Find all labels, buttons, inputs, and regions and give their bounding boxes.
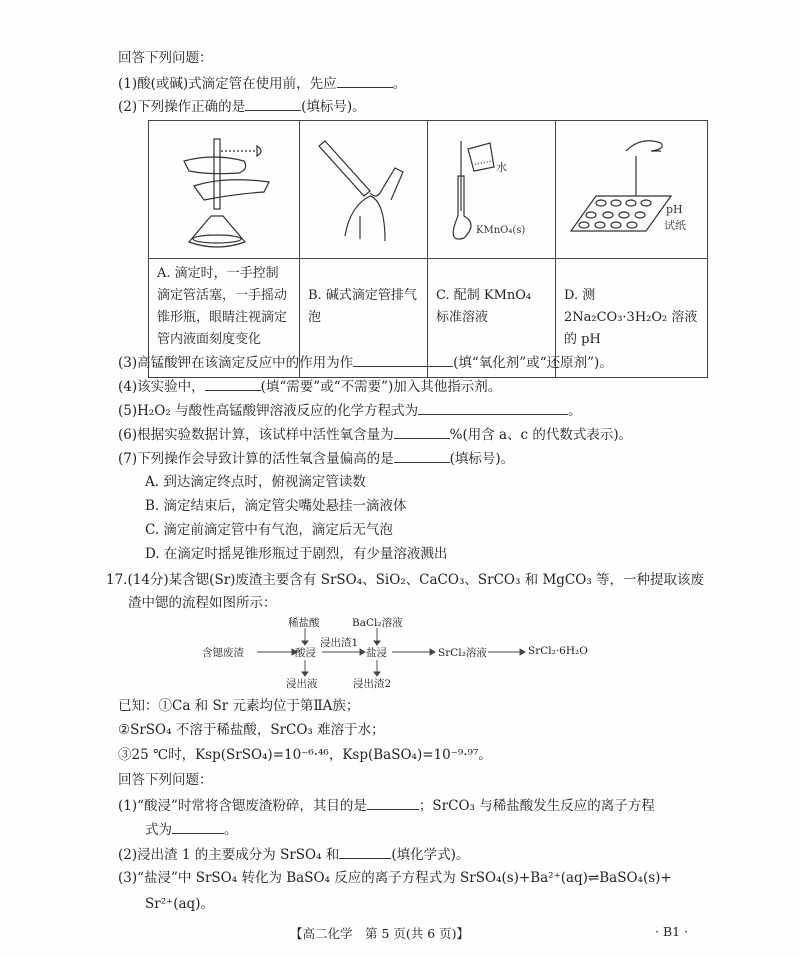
q17-intro: 回答下列问题： (118, 772, 213, 788)
page-footer: 【高二化学 第 5 页(共 6 页)】 (290, 926, 470, 941)
q4-suffix: (填“需要”或“不需要”)加入其他指示剂。 (260, 379, 502, 395)
flow-leachate: 浸出液 (286, 678, 318, 690)
titration-hands-icon (149, 121, 300, 259)
answer-blank[interactable] (205, 377, 261, 391)
answer-blank[interactable] (172, 820, 224, 834)
q17-sub1-line2 (145, 820, 238, 839)
answer-blank[interactable] (353, 353, 453, 367)
question-3 (118, 353, 613, 372)
s1-suffix: 。 (224, 822, 238, 838)
q4-text: (4)该实验中， (118, 379, 205, 395)
answer-blank[interactable] (394, 425, 450, 439)
known-1: 已知：①Ca 和 Sr 元素均位于第ⅡA族； (118, 698, 360, 714)
ph-test-plate-icon (556, 121, 708, 259)
answer-blank[interactable] (245, 97, 301, 111)
question-6 (118, 425, 632, 444)
question-5 (118, 401, 582, 420)
operations-table (148, 120, 708, 378)
question-7 (118, 449, 514, 468)
option-a: A. 滴定时，一手控制滴定管活塞，一手摇动锥形瓶，眼睛注视滴定管内液面刻度变化 (149, 259, 300, 378)
s1-middle: ；SrCO₃ 与稀盐酸发生反应的离子方程 (418, 798, 655, 814)
q17-stem-line1: 17.(14分)某含锶(Sr)废渣主要含有 SrSO₄、SiO₂、CaCO₃、SrCO₃ 和 MgCO₃ 等，一种提取该废 (106, 572, 705, 588)
flow-residue2: 浸出渣2 (353, 678, 392, 690)
q5-text: (5)H₂O₂ 与酸性高锰酸钾溶液反应的化学方程式为 (118, 403, 419, 419)
q3-suffix: (填“氧化剂”或“还原剂”)。 (453, 355, 613, 371)
kmno4-label: KMnO₄(s) (476, 225, 526, 236)
s1-line2-text: 式为 (145, 822, 172, 838)
intro-text: 回答下列问题： (118, 50, 213, 66)
q7-choice-d: D. 在滴定时摇晃锥形瓶过于剧烈，有少量溶液溅出 (145, 546, 448, 562)
q5-suffix: 。 (568, 403, 582, 419)
flow-start: 含锶废渣 (202, 647, 244, 659)
q6-suffix: %(用含 a、c 的代数式表示)。 (449, 427, 633, 443)
q1-suffix: 。 (392, 76, 407, 92)
q3-text: (3)高锰酸钾在该滴定反应中的作用为作 (118, 355, 354, 371)
s1-text: (1)“酸浸”时常将含锶废渣粉碎，其目的是 (118, 798, 367, 814)
burette-bubble-icon (300, 121, 428, 259)
question-4 (118, 377, 501, 396)
option-b: B. 碱式滴定管排气泡 (300, 259, 428, 378)
s2-text: (2)浸出渣 1 的主要成分为 SrSO₄ 和 (118, 847, 340, 863)
ph-label: pH (666, 203, 683, 216)
answer-blank[interactable] (337, 74, 393, 88)
answer-blank[interactable] (394, 449, 450, 463)
q7-suffix: (填标号)。 (449, 451, 515, 467)
q17-sub1 (118, 796, 655, 815)
q17-sub3: (3)“盐浸”中 SrSO₄ 转化为 BaSO₄ 反应的离子方程式为 SrSO₄(s)+Ba²⁺(aq)⇌BaSO₄(s)+ (118, 870, 672, 886)
q7-choice-a: A. 到达滴定终点时，俯视滴定管读数 (145, 474, 366, 490)
flow-product: SrCl₂·6H₂O (528, 645, 588, 657)
question-2 (118, 97, 366, 116)
question-1 (118, 74, 406, 93)
q17-sub2 (118, 845, 469, 864)
q7-text: (7)下列操作会导致计算的活性氧含量偏高的是 (118, 451, 394, 467)
water-label: 水 (496, 161, 507, 174)
paper-code: · B1 · (655, 924, 689, 939)
flow-acid-input: 稀盐酸 (288, 617, 320, 629)
known-2: ②SrSO₄ 不溶于稀盐酸，SrCO₃ 难溶于水； (118, 722, 385, 738)
q7-choice-c: C. 滴定前滴定管中有气泡，滴定后无气泡 (145, 522, 393, 538)
flow-bacl2: BaCl₂溶液 (352, 617, 403, 629)
q7-choice-b: B. 滴定结束后，滴定管尖嘴处悬挂一滴液体 (145, 498, 407, 514)
volumetric-flask-icon (428, 121, 556, 259)
s2-suffix: (填化学式)。 (391, 847, 470, 863)
q17-stem-line2: 渣中锶的流程如图所示： (128, 595, 277, 611)
q17-sub3-line2: Sr²⁺(aq)。 (145, 896, 214, 912)
q2-text: (2)下列操作正确的是 (118, 99, 246, 115)
answer-blank[interactable] (367, 796, 419, 810)
known-3: ③25 ℃时，Ksp(SrSO₄)=10⁻⁶·⁴⁶，Ksp(BaSO₄)=10⁻⁹·⁹⁷。 (118, 747, 492, 763)
flow-srcl2-solution: SrCl₂溶液 (438, 647, 487, 659)
q1-text: (1)酸(或碱)式滴定管在使用前，先应 (118, 76, 337, 92)
answer-blank[interactable] (339, 845, 391, 859)
test-paper-label: 试纸 (664, 219, 686, 232)
answer-blank[interactable] (418, 401, 568, 415)
flow-salt-leach: 盐浸 (366, 647, 387, 659)
process-flowchart (200, 610, 620, 695)
option-d: D. 测 2Na₂CO₃·3H₂O₂ 溶液的 pH (556, 259, 708, 378)
option-c: C. 配制 KMnO₄ 标准溶液 (428, 259, 556, 378)
flow-residue1: 浸出渣1 (320, 637, 359, 649)
q6-text: (6)根据实验数据计算，该试样中活性氧含量为 (118, 427, 394, 443)
flow-acid-leach: 酸浸 (295, 647, 316, 659)
q2-suffix: (填标号)。 (301, 99, 366, 115)
